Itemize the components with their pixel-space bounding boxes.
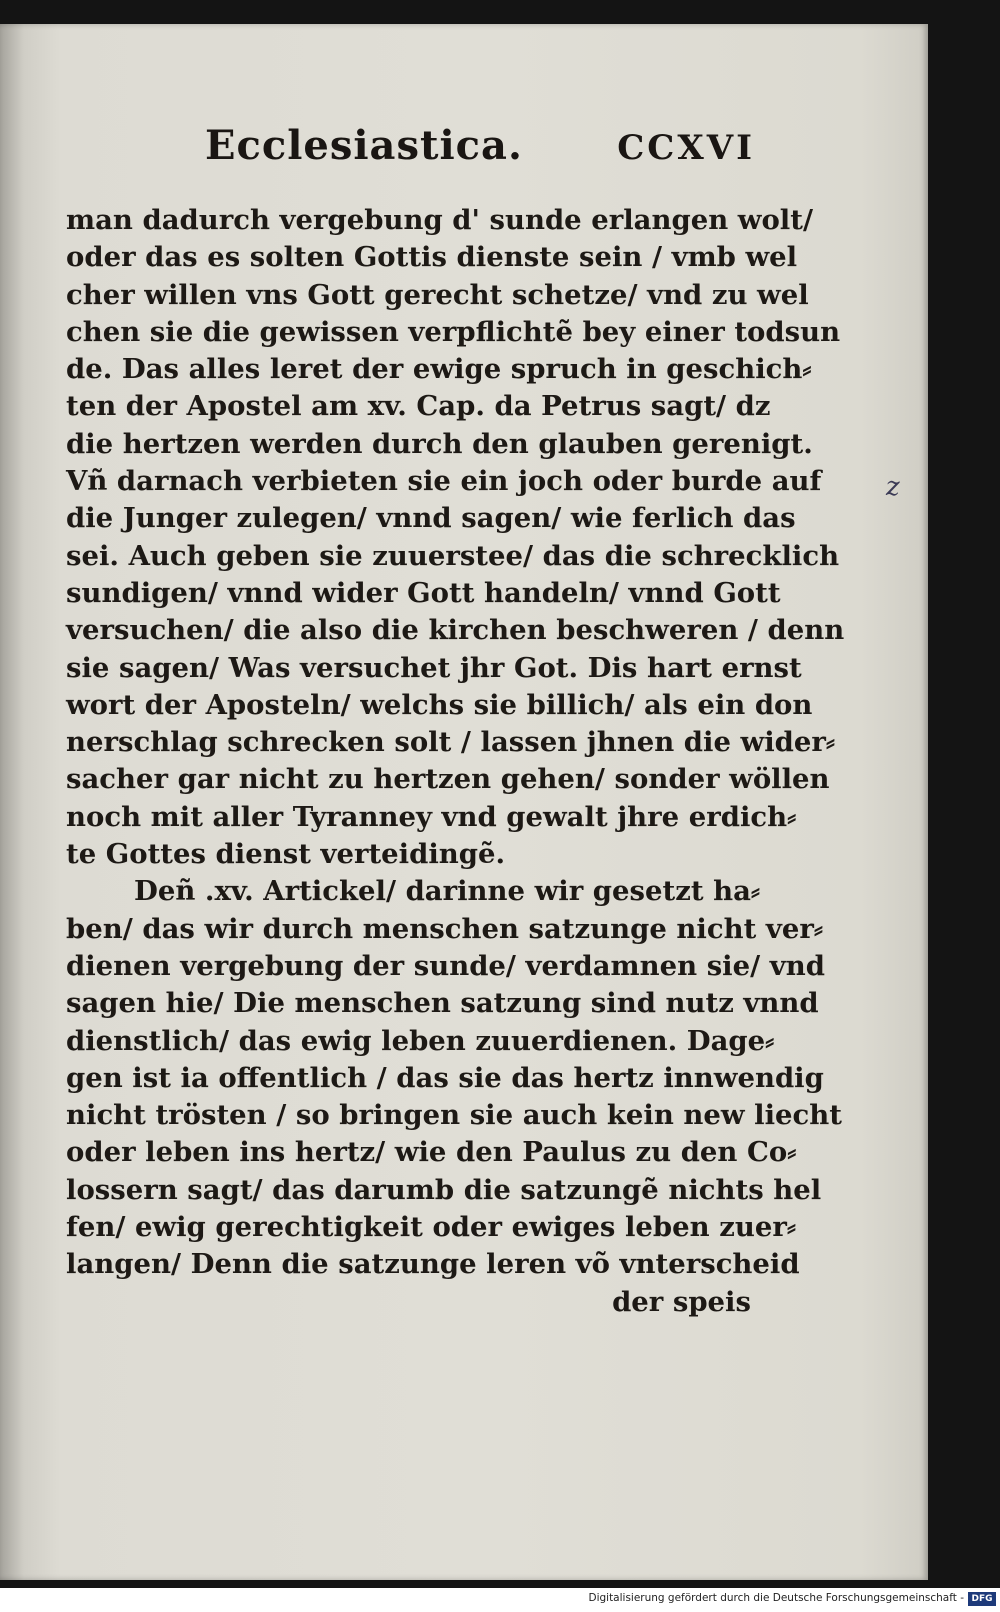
text-line: sagen hie/ Die menschen satzung sind nutz vnnd [66,987,819,1020]
text-line: dienstlich/ das ewig leben zuuerdienen. Dage⸗ [66,1024,775,1057]
text-line: sei. Auch geben sie zuuerstee/ das die schrecklich [66,539,840,572]
footer-bar [0,1588,1000,1612]
text-line: Vñ darnach verbieten sie ein joch oder burde auf [66,465,822,498]
footer-credit: Digitalisierung gefördert durch die Deutsche Forschungsgemeinschaft - [588,1592,964,1604]
text-line: die hertzen werden durch den glauben gerenigt. [66,427,813,460]
text-line: versuchen/ die also die kirchen beschweren / denn [66,614,845,647]
text-line: die Junger zulegen/ vnnd sagen/ wie ferlich das [66,502,796,535]
text-line: chen sie die gewissen verpflichtẽ bey einer todsun [66,315,841,348]
text-line: noch mit aller Tyranney vnd gewalt jhre erdich⸗ [66,800,797,833]
text-line: langen/ Denn die satzunge leren võ vnterscheid [66,1248,800,1281]
text-line: sie sagen/ Was versuchet jhr Got. Dis hart ernst [66,651,802,684]
text-line: lossern sagt/ das darumb die satzungẽ nichts hel [66,1173,822,1206]
running-head: Ecclesiastica. [205,122,523,169]
book-page [0,24,928,1580]
text-block [66,202,845,1321]
text-line: ben/ das wir durch menschen satzunge nicht ver⸗ [66,912,824,945]
text-line: fen/ ewig gerechtigkeit oder ewiges leben zuer⸗ [66,1211,796,1244]
text-line: sundigen/ vnnd wider Gott handeln/ vnnd Gott [66,576,781,609]
text-line: oder leben ins hertz/ wie den Paulus zu den Co⸗ [66,1136,797,1169]
folio-number: CCXVI [617,128,755,168]
text-line: nicht trösten / so bringen sie auch kein new liecht [66,1099,842,1132]
margin-note: z [886,472,900,502]
text-line: te Gottes dienst verteidingẽ. [66,838,506,871]
text-line: oder das es solten Gottis dienste sein / vmb wel [66,241,798,274]
text-line: wort der Aposteln/ welchs sie billich/ als ein don [66,688,813,721]
text-line: sacher gar nicht zu hertzen gehen/ sonder wöllen [66,763,830,796]
text-line: gen ist ia offentlich / das sie das hertz innwendig [66,1061,824,1094]
text-line: nerschlag schrecken solt / lassen jhnen die wider⸗ [66,726,836,759]
text-line: Deñ .xv. Artickel/ darinne wir gesetzt ha⸗ [134,875,761,908]
text-line: man dadurch vergebung d' sunde erlangen wolt/ [66,204,813,236]
page-header [205,122,755,182]
text-line: dienen vergebung der sunde/ verdamnen sie/ vnd [66,949,825,982]
text-line: cher willen vns Gott gerecht schetze/ vnd zu wel [66,278,809,311]
text-line: ten der Apostel am xv. Cap. da Petrus sagt/ dz [66,390,771,423]
text-line: de. Das alles leret der ewige spruch in geschich⸗ [66,353,812,386]
catchword: der speis [612,1285,751,1318]
dfg-logo: DFG [968,1592,996,1606]
